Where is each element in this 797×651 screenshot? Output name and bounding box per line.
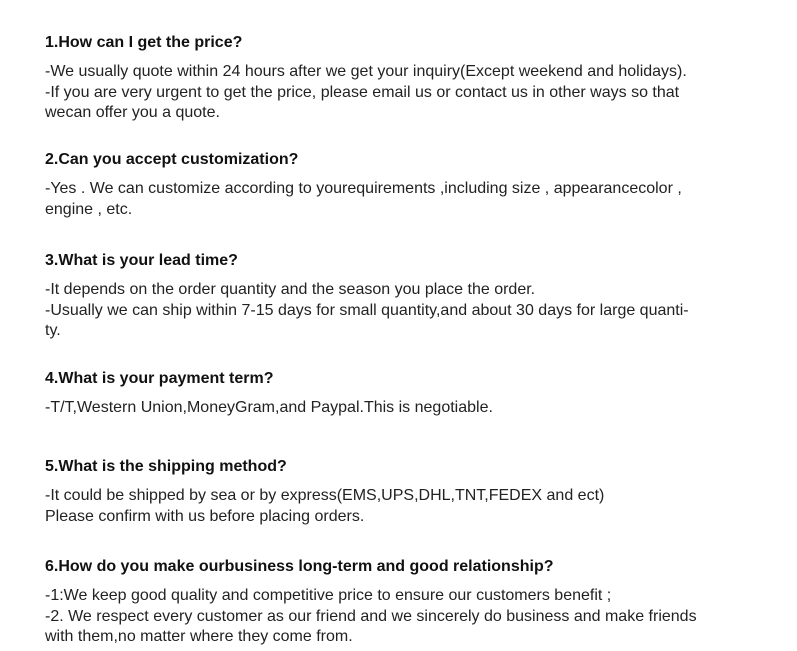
faq-5 xyxy=(45,457,765,527)
faq-answer-line: ty. xyxy=(45,322,61,339)
faq-answer-line: -T/T,Western Union,MoneyGram,and Paypal.This is negotiable. xyxy=(45,399,493,416)
faq-1 xyxy=(45,33,765,124)
faq-answer-line: -It depends on the order quantity and the season you place the order. xyxy=(45,281,536,298)
faq-answer-line: -2. We respect every customer as our friend and we sincerely do business and make friends xyxy=(45,607,697,625)
faq-2 xyxy=(45,150,765,220)
faq-answer-line: with them,no matter where they come from. xyxy=(45,628,353,645)
faq-answer-line: -If you are very urgent to get the price, please email us or contact us in other ways so that xyxy=(45,83,680,101)
faq-answer-line: -It could be shipped by sea or by express(EMS,UPS,DHL,TNT,FEDEX and ect) xyxy=(45,487,605,504)
faq-answer-line: -Yes . We can customize according to yourequirements ,including size , appearancecolor , xyxy=(45,180,682,197)
faq-4 xyxy=(45,369,765,419)
faq-answer-line: wecan offer you a quote. xyxy=(45,104,220,121)
faq-question: 2.Can you accept customization? xyxy=(45,151,299,168)
faq-answer-line: -1:We keep good quality and competitive price to ensure our customers benefit ; xyxy=(45,587,612,604)
faq-6 xyxy=(45,557,765,648)
faq-answer-line: Please confirm with us before placing orders. xyxy=(45,507,365,525)
faq-question: 5.What is the shipping method? xyxy=(45,458,287,475)
faq-question: 6.How do you make ourbusiness long-term and good relationship? xyxy=(45,558,554,575)
faq-question: 1.How can I get the price? xyxy=(45,34,243,51)
faq-answer-line: -Usually we can ship within 7-15 days for small quantity,and about 30 days for large quanti- xyxy=(45,301,689,319)
faq-answer-line: -We usually quote within 24 hours after we get your inquiry(Except weekend and holidays). xyxy=(45,63,687,80)
faq-3 xyxy=(45,251,765,342)
faq-question: 3.What is your lead time? xyxy=(45,252,238,269)
faq-question: 4.What is your payment term? xyxy=(45,370,274,387)
faq-answer-line: engine , etc. xyxy=(45,200,133,218)
